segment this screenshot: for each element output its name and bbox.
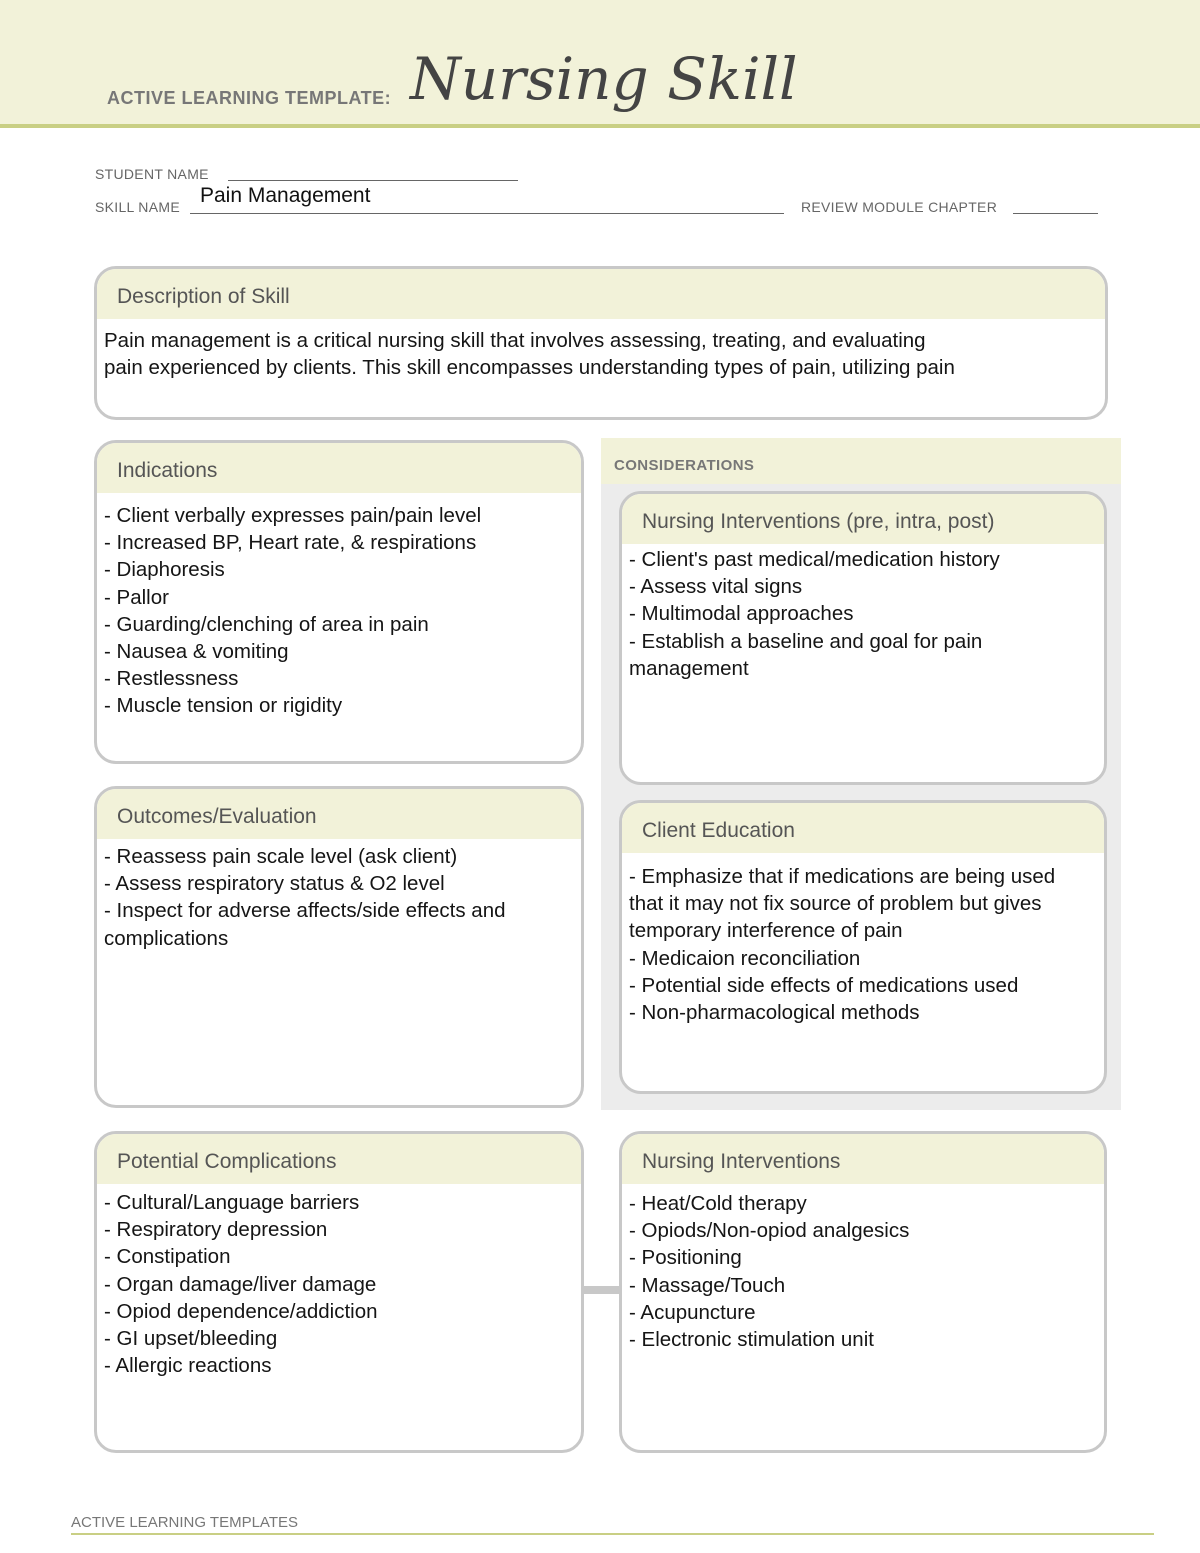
template-label: ACTIVE LEARNING TEMPLATE: xyxy=(107,88,392,108)
list-item: - Increased BP, Heart rate, & respirations xyxy=(104,531,477,555)
nursing-interventions-box xyxy=(619,1131,1107,1453)
list-item: - Opiods/Non-opiod analgesics xyxy=(629,1219,910,1243)
indications-box xyxy=(94,440,584,764)
description-body xyxy=(97,319,1105,381)
student-name-label: STUDENT NAME xyxy=(95,166,209,182)
nursing-interventions-pre-title: Nursing Interventions (pre, intra, post) xyxy=(622,494,1104,544)
indications-title: Indications xyxy=(97,443,581,493)
list-item: - Inspect for adverse affects/side effects and complications xyxy=(104,899,506,950)
list-item: - Client's past medical/medication history xyxy=(629,548,1000,571)
description-box xyxy=(94,266,1108,420)
list-item: - Restlessness xyxy=(104,667,239,691)
list-item: - Establish a baseline and goal for pain management xyxy=(629,629,983,680)
complications-box xyxy=(94,1131,584,1453)
list-item: - Multimodal approaches xyxy=(629,602,854,626)
description-line: Pain management is a critical nursing skill that involves assessing, treating, and evaluating xyxy=(104,329,926,352)
list-item: - Cultural/Language barriers xyxy=(104,1191,360,1214)
list-item: - Respiratory depression xyxy=(104,1218,328,1242)
client-education-list xyxy=(622,853,1104,1026)
complications-title: Potential Complications xyxy=(97,1134,581,1184)
outcomes-title: Outcomes/Evaluation xyxy=(97,789,581,839)
description-title: Description of Skill xyxy=(97,269,1105,319)
list-item: - Reassess pain scale level (ask client) xyxy=(104,845,458,868)
list-item: - Allergic reactions xyxy=(104,1354,272,1378)
list-item: - Opiod dependence/addiction xyxy=(104,1299,378,1323)
nursing-interventions-pre-list xyxy=(622,544,1104,682)
list-item: - Electronic stimulation unit xyxy=(629,1328,874,1352)
list-item: - Nausea & vomiting xyxy=(104,640,289,664)
footer-label: ACTIVE LEARNING TEMPLATES xyxy=(71,1514,298,1531)
client-education-box xyxy=(619,800,1107,1094)
skill-name-label: SKILL NAME xyxy=(95,199,180,215)
list-item: - Organ damage/liver damage xyxy=(104,1272,377,1296)
footer-rule xyxy=(71,1533,1154,1535)
list-item: - Muscle tension or rigidity xyxy=(104,694,343,718)
list-item: - Diaphoresis xyxy=(104,558,225,582)
description-line: pain experienced by clients. This skill encompasses understanding types of pain, utilizing pain xyxy=(104,356,955,380)
list-item: - Acupuncture xyxy=(629,1300,756,1324)
student-name-line[interactable] xyxy=(228,180,518,181)
list-item: - Medicaion reconciliation xyxy=(629,946,861,970)
skill-name-value: Pain Management xyxy=(200,184,371,207)
list-item: - Assess respiratory status & O2 level xyxy=(104,872,445,896)
client-education-title: Client Education xyxy=(622,803,1104,853)
skill-name-line[interactable] xyxy=(190,213,784,214)
list-item: - Potential side effects of medications used xyxy=(629,973,1019,997)
nursing-interventions-pre-box xyxy=(619,491,1107,785)
nursing-interventions-list xyxy=(622,1184,1104,1353)
list-item: - Constipation xyxy=(104,1245,231,1269)
list-item: - Client verbally expresses pain/pain level xyxy=(104,504,482,527)
list-item: - Heat/Cold therapy xyxy=(629,1192,807,1215)
list-item: - Positioning xyxy=(629,1246,742,1270)
list-item: - Massage/Touch xyxy=(629,1273,786,1297)
template-title: Nursing Skill xyxy=(410,45,798,113)
list-item: - Pallor xyxy=(104,585,169,609)
nursing-interventions-title: Nursing Interventions xyxy=(622,1134,1104,1184)
review-module-label: REVIEW MODULE CHAPTER xyxy=(801,199,998,215)
outcomes-box xyxy=(94,786,584,1108)
list-item: - Assess vital signs xyxy=(629,575,803,599)
complications-list xyxy=(97,1184,581,1379)
considerations-label: CONSIDERATIONS xyxy=(614,457,755,474)
list-item: - Non-pharmacological methods xyxy=(629,1001,920,1025)
list-item: - GI upset/bleeding xyxy=(104,1327,278,1351)
list-item: - Emphasize that if medications are being used that it may not fix source of problem but gives temporary interference of pain xyxy=(629,865,1056,943)
outcomes-list xyxy=(97,839,581,952)
review-module-line[interactable] xyxy=(1013,213,1098,214)
connector-bar xyxy=(581,1286,621,1294)
indications-list xyxy=(97,493,581,720)
list-item: - Guarding/clenching of area in pain xyxy=(104,612,429,636)
